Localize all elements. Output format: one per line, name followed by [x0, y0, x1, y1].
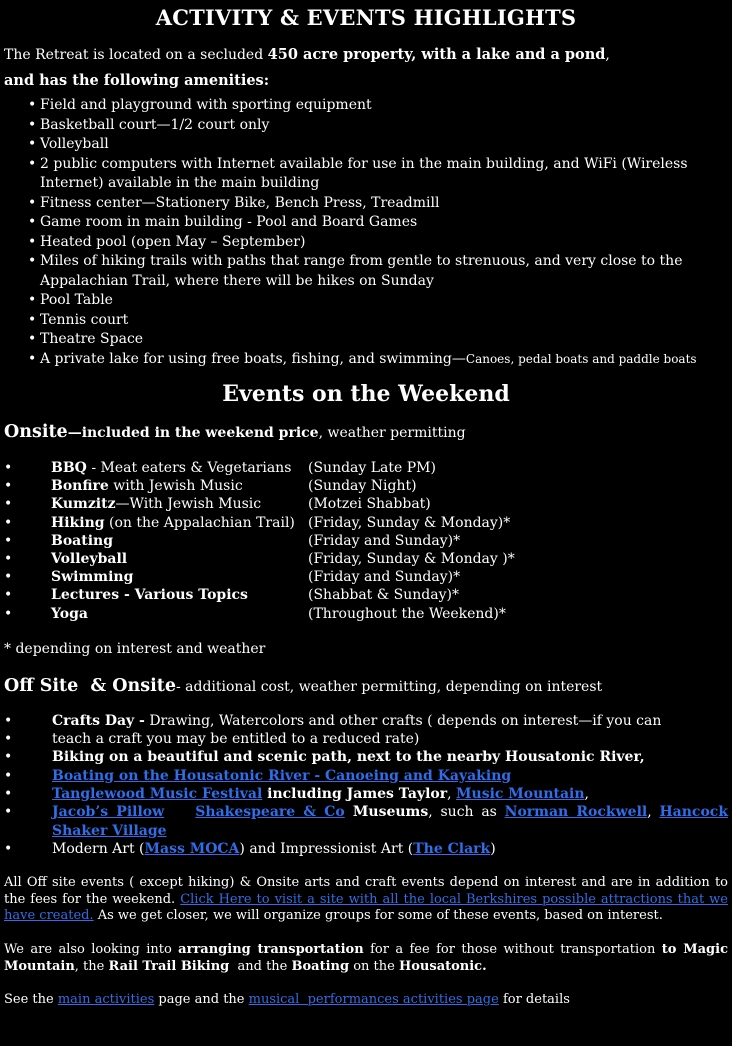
fees-text: All Off site events ( except hiking) & Onsite arts and craft events depend on interest and are in addition to the fees for the weekend. [4, 875, 728, 907]
list-item: • Heated pool (open May – September) [28, 233, 728, 253]
list-item: • Pool Table [28, 291, 728, 311]
event-when: (Friday, Sunday & Monday )* [308, 551, 515, 568]
list-item: • teach a craft you may be entitled to a reduced rate) [4, 730, 728, 748]
event-name: Swimming [51, 569, 134, 586]
offsite-rest: - additional cost, weather permitting, depending on interest [175, 678, 603, 695]
transport-text: for a fee for those without transportation [363, 941, 662, 957]
table-row [4, 586, 515, 604]
see-text: for details [498, 992, 570, 1008]
intro-comma: , [605, 47, 610, 63]
event-when: (Shabbat & Sunday)* [308, 587, 459, 604]
event-name: Volleyball [51, 551, 128, 568]
table-row [4, 532, 515, 550]
table-row [4, 605, 515, 623]
interest-note: * depending on interest and weather [4, 640, 266, 657]
table-row [4, 477, 515, 495]
intro-text: The Retreat is located on a secluded [4, 47, 268, 63]
offsite-list [4, 712, 728, 858]
event-when: (Friday and Sunday)* [308, 569, 461, 586]
transport-bold: arranging transportation [178, 941, 364, 957]
amenities-intro: and has the following amenities: [4, 72, 270, 89]
list-item [4, 712, 728, 730]
jacobs-pillow-link[interactable]: Jacob’s Pillow [52, 804, 165, 821]
event-name: Boating [51, 532, 113, 549]
event-detail: with Jewish Music [108, 478, 243, 495]
list-item: • 2 public computers with Internet available for use in the main building, and WiFi (Wireless Internet) available in the main building [28, 155, 728, 194]
weekend-heading: Events on the Weekend [222, 381, 510, 407]
fees-text-2: As we get closer, we will organize groups for some of these events, based on interest. [93, 908, 663, 924]
museums-text: Museums [344, 804, 429, 821]
list-item: • Theatre Space [28, 330, 728, 350]
onsite-heading [4, 421, 728, 444]
biking-text: Biking on a beautiful and scenic path, next to the nearby Housatonic River, [52, 749, 645, 766]
berkshires-attractions-link[interactable]: Click Here to visit a site with all the local Berkshires possible attractions that we have created. [4, 891, 728, 924]
hancock-shaker-link[interactable]: Hancock Shaker Village [52, 804, 729, 839]
mass-moca-link[interactable]: Mass MOCA [144, 840, 240, 857]
list-item: • Basketball court—1/2 court only [28, 116, 728, 136]
list-item: • Game room in main building - Pool and Board Games [28, 213, 728, 233]
table-row [4, 568, 515, 586]
list-item: • Volleyball [28, 135, 728, 155]
onsite-label: Onsite [4, 422, 68, 442]
bullet: • [4, 514, 13, 531]
event-when: (Sunday Late PM) [308, 460, 436, 476]
transport-paragraph [4, 942, 728, 975]
offsite-label: Off Site & Onsite [4, 675, 176, 696]
offsite-heading [4, 675, 728, 698]
transport-bold: Housatonic. [398, 958, 487, 974]
event-detail: —With Jewish Music [115, 496, 262, 513]
norman-rockwell-link[interactable]: Norman Rockwell [504, 804, 648, 821]
bullet: • [4, 460, 13, 476]
event-when: (Friday, Sunday & Monday)* [308, 514, 511, 531]
transport-bold: to Magic Mountain [4, 941, 728, 974]
transport-text: on the [349, 958, 399, 974]
intro-paragraph [4, 42, 728, 94]
tanglewood-link[interactable]: Tanglewood Music Festival [52, 786, 263, 803]
list-item: • Fitness center—Stationery Bike, Bench Press, Treadmill [28, 194, 728, 214]
list-item [4, 748, 728, 766]
boating-link[interactable]: Boating on the Housatonic River - Canoeing and Kayaking [52, 767, 512, 784]
bullet: • [4, 587, 13, 604]
see-paragraph [4, 992, 728, 1009]
onsite-included: —included in the weekend price [67, 425, 319, 441]
lake-text: A private lake for using free boats, fishing, and swimming— [40, 350, 466, 367]
bullet: • [4, 496, 13, 513]
list-item [4, 840, 728, 858]
music-mountain-link[interactable]: Music Mountain [456, 786, 585, 803]
list-item [4, 803, 728, 840]
event-when: (Motzei Shabbat) [308, 496, 431, 513]
fees-paragraph [4, 875, 728, 925]
bullet: • [4, 605, 13, 622]
onsite-rest: , weather permitting [318, 425, 466, 441]
page-title: ACTIVITY & EVENTS HIGHLIGHTS [155, 5, 577, 30]
the-clark-link[interactable]: The Clark [413, 840, 491, 857]
event-when: (Friday and Sunday)* [308, 532, 461, 549]
separator: ) [490, 840, 496, 857]
event-name: BBQ [51, 460, 87, 476]
property-highlight: 450 acre property, with a lake and a pond [267, 46, 606, 63]
page [0, 5, 732, 1009]
table-row [4, 495, 515, 513]
table-row [4, 550, 515, 568]
event-name: Lectures - Various Topics [51, 587, 248, 604]
see-text: page and the [154, 992, 249, 1008]
events-table [4, 459, 515, 623]
event-when: (Sunday Night) [308, 478, 417, 495]
event-name: Hiking [51, 514, 105, 531]
separator: , [584, 786, 589, 803]
transport-text: and the [229, 958, 292, 974]
event-detail: (on the Appalachian Trail) [104, 514, 295, 531]
modern-art-text: Modern Art ( [52, 840, 145, 857]
transport-bold: Boating [291, 958, 350, 974]
bullet: • [4, 478, 13, 495]
transport-bold: Rail Trail Biking [108, 958, 230, 974]
list-item [28, 350, 728, 370]
james-taylor-text: including James Taylor [262, 786, 448, 803]
event-name: Bonfire [51, 478, 109, 495]
list-item: • Miles of hiking trails with paths that range from gentle to strenuous, and very close to the Appalachian Trail, where there will be hikes on Sunday [28, 252, 728, 291]
amenities-list [4, 96, 728, 369]
impressionist-text: ) and Impressionist Art ( [239, 840, 414, 857]
event-detail: - Meat eaters & Vegetarians [86, 460, 292, 476]
event-when: (Throughout the Weekend)* [308, 605, 506, 622]
musical-performances-link[interactable]: musical performances activities page [248, 992, 499, 1008]
see-text: See the [4, 992, 58, 1008]
bullet: • [4, 551, 13, 568]
list-item: • Tennis court [28, 311, 728, 331]
bullet: • [4, 569, 13, 586]
crafts-label: Crafts Day - [52, 712, 145, 729]
shakespeare-link[interactable]: Shakespeare & Co [195, 804, 345, 821]
bullet: • [4, 532, 13, 549]
such-as-text: , such as [428, 804, 505, 821]
lake-boats: Canoes, pedal boats and paddle boats [465, 351, 697, 366]
event-name: Yoga [51, 605, 88, 622]
list-item [4, 785, 728, 803]
transport-text: , the [74, 958, 109, 974]
transport-text: We are also looking into [4, 941, 179, 957]
crafts-text: Drawing, Watercolors and other crafts ( depends on interest—if you can [144, 712, 662, 729]
separator: , [447, 786, 457, 803]
table-row [4, 459, 515, 477]
event-name: Kumzitz [51, 496, 116, 513]
list-item [4, 767, 728, 785]
table-row [4, 514, 515, 532]
main-activities-link[interactable]: main activities [57, 992, 155, 1008]
separator: , [647, 804, 660, 821]
list-item: • Field and playground with sporting equipment [28, 96, 728, 116]
